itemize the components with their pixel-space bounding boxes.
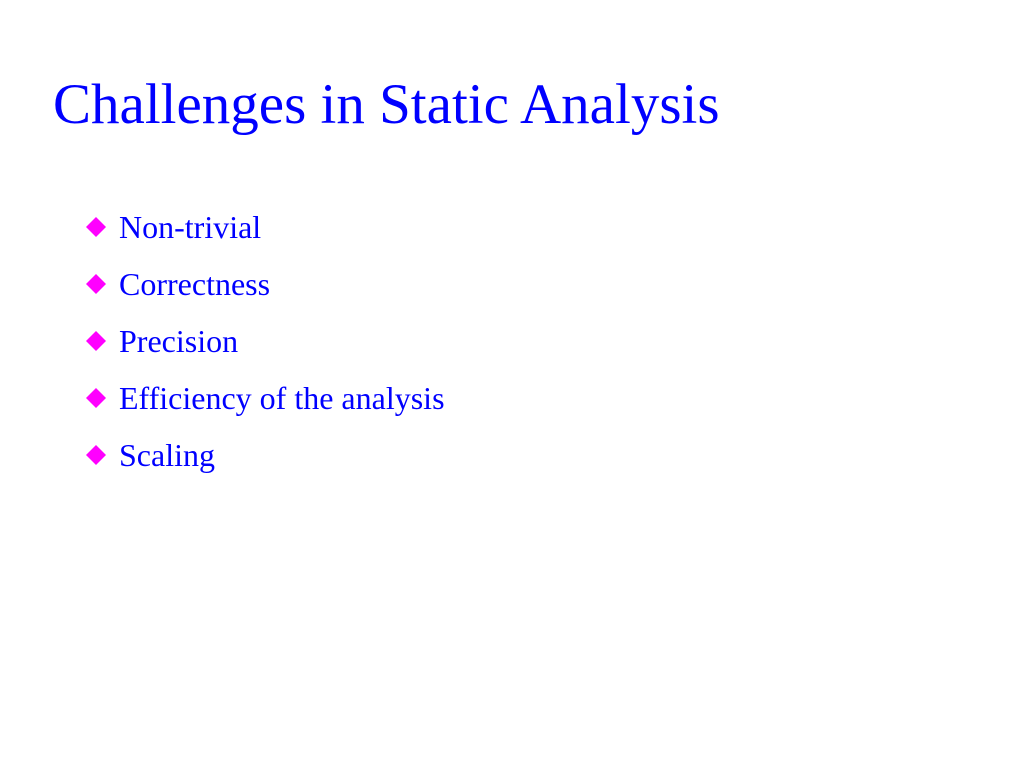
list-item xyxy=(84,369,445,426)
diamond-icon xyxy=(84,329,108,353)
slide-title: Challenges in Static Analysis xyxy=(53,73,720,136)
bullet-text: Precision xyxy=(119,322,239,359)
bullet-text: Non-trivial xyxy=(119,208,262,245)
bullet-text: Correctness xyxy=(119,265,271,302)
bullet-text: Efficiency of the analysis xyxy=(119,379,445,416)
diamond-icon xyxy=(84,386,108,410)
bullet-text: Scaling xyxy=(119,436,215,473)
diamond-icon xyxy=(84,443,108,467)
list-item xyxy=(84,426,445,483)
diamond-icon xyxy=(84,272,108,296)
list-item xyxy=(84,198,445,255)
diamond-icon xyxy=(84,215,108,239)
list-item xyxy=(84,255,445,312)
bullet-list xyxy=(84,198,445,483)
list-item xyxy=(84,312,445,369)
